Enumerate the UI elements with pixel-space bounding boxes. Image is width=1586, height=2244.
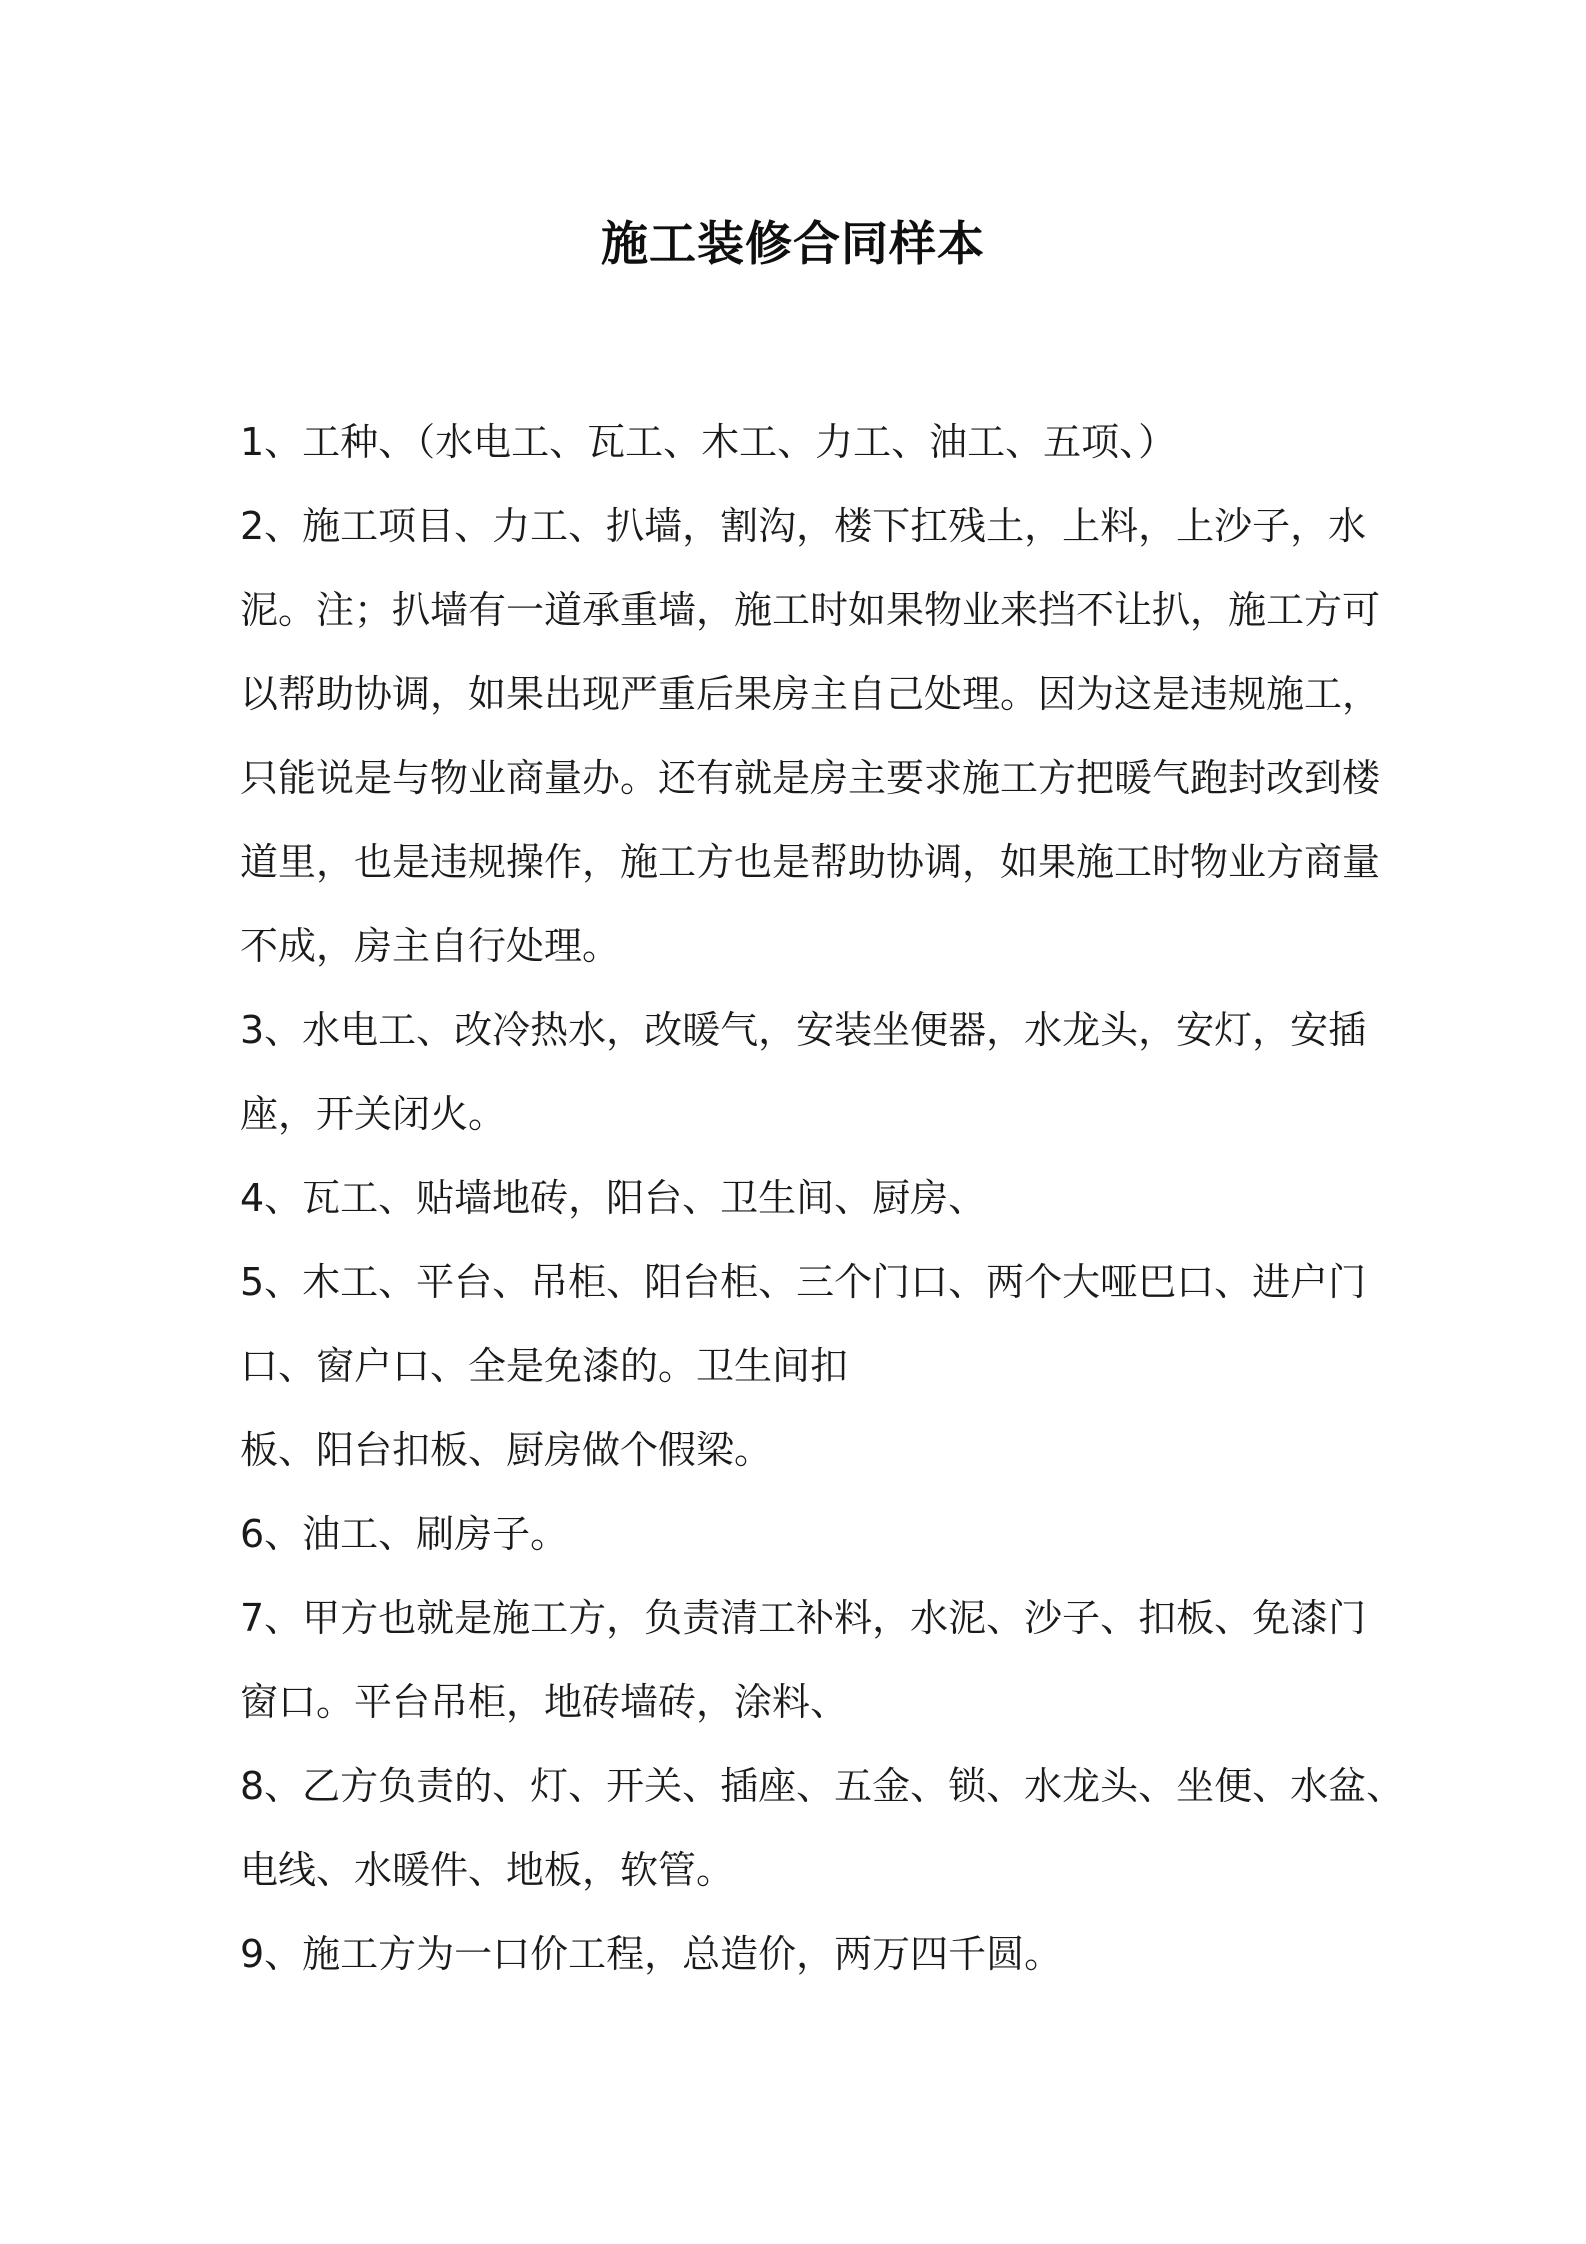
text-line: 2、施工项目、力工、扒墙，割沟，楼下扛残土，上料，上沙子，水 [240,504,1367,548]
text-line: 9、施工方为一口价工程，总造价，两万四千圆。 [240,1932,1063,1976]
text-line: 窗口。平台吊柜，地砖墙砖，涂料、 [240,1680,849,1724]
text-line: 以帮助协调，如果出现严重后果房主自己处理。因为这是违规施工， [240,672,1381,716]
text-line: 1、工种、（水电工、瓦工、木工、力工、油工、五项、） [240,420,1177,464]
text-line: 6、油工、刷房子。 [240,1512,569,1556]
text-line: 泥。注；扒墙有一道承重墙，施工时如果物业来挡不让扒，施工方可 [240,588,1381,632]
text-line: 4、瓦工、贴墙地砖，阳台、卫生间、厨房、 [240,1176,987,1220]
text-line: 座，开关闭火。 [240,1092,507,1136]
text-line: 不成，房主自行处理。 [240,924,621,968]
document-title: 施工装修合同样本 [601,217,985,272]
text-line: 板、阳台扣板、厨房做个假梁。 [240,1428,773,1472]
text-line: 道里，也是违规操作，施工方也是帮助协调，如果施工时物业方商量 [240,840,1381,884]
text-line: 口、窗户口、全是免漆的。卫生间扣 [240,1344,849,1388]
text-line: 5、木工、平台、吊柜、阳台柜、三个门口、两个大哑巴口、进户门 [240,1260,1367,1304]
document-body [240,400,1405,1996]
text-line: 7、甲方也就是施工方，负责清工补料，水泥、沙子、扣板、免漆门 [240,1596,1367,1640]
text-line: 电线、水暖件、地板，软管。 [240,1848,735,1892]
text-line: 8、乙方负责的、灯、开关、插座、五金、锁、水龙头、坐便、水盆、 [240,1764,1405,1808]
text-line: 只能说是与物业商量办。还有就是房主要求施工方把暖气跑封改到楼 [240,756,1381,800]
text-line: 3、水电工、改冷热水，改暖气，安装坐便器，水龙头，安灯，安插 [240,1008,1367,1052]
